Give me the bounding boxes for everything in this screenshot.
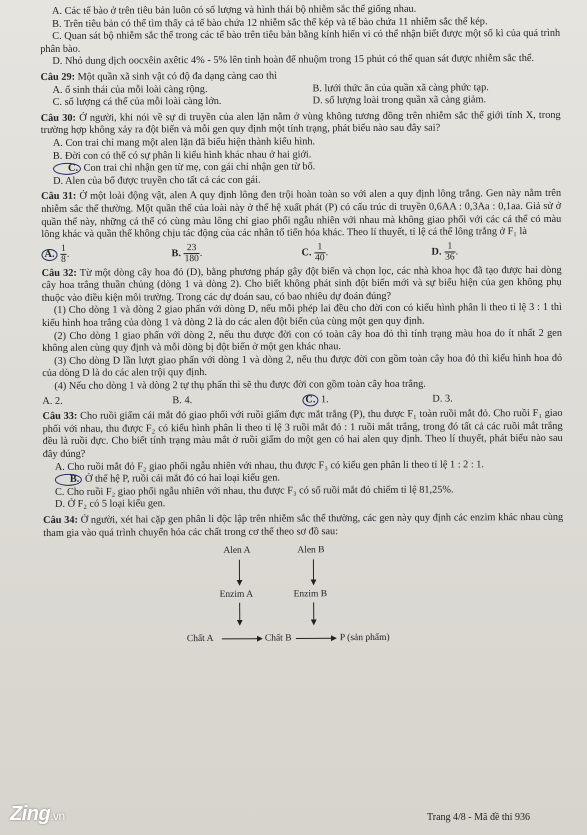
question-32 [42,265,562,306]
q29-option-d: D. số lượng loài trong quần xã càng giảm. [312,94,487,107]
q32-statement-3: (3) Cho dòng D lần lượt giao phấn với dòng 1 và dòng 2, nếu thu được đời con gồm toàn cây hoa đỏ thì kiểu hình hoa đỏ của dòng D là do các alen trội quy định. [42,352,563,380]
diagram-enzim-a: Enzim A [219,589,254,601]
intro-option-c: C. Quan sát bộ nhiễm sắc thể trong các tế bào trên tiêu bản bằng kính hiển vi có thể nhận biết được một số kì của quá trình phân bào. [40,28,561,55]
q32-statement-4: (4) Nếu cho dòng 1 và dòng 2 tự thụ phấn thì sẽ thu được đời con gồm toàn cây hoa trắng. [54,378,426,392]
q30-option-c-text: Con trai chỉ nhận gen từ mẹ, con gái chỉ nhận gen từ bố. [83,161,316,174]
diagram-product: P (sản phẩm) [339,633,390,644]
question-34 [43,512,563,540]
q32-statement-2: (2) Cho dòng 1 giao phấn với dòng 2, nếu thu được đời con có toàn cây hoa đỏ thì tính trạng màu hoa do ít nhất 2 gen không alen cùng quy định và mỗi dòng bị đột biến ở một gen khác nhau. [42,327,563,355]
q33-option-d: D. Ở F₂ có 5 loại kiểu gen. [55,498,166,511]
q30-option-d: D. Alen của bố được truyền cho tất cả các con gái. [53,174,261,187]
q31-option-b-fraction: $\frac{23}{180}$ [184,242,199,264]
q32-option-c-text: 1. [320,393,329,405]
question-29-stem: Một quần xã sinh vật có độ đa dạng càng cao thì [77,70,277,83]
q31-option-b: B. $\frac{23}{180}$ . [171,242,203,264]
q30-option-a: A. Con trai chỉ mang một alen lặn đã biểu hiện thành kiểu hình. [52,136,316,149]
question-33-stem: Cho ruồi giấm cái mắt đỏ giao phối với ruồi giấm đực mắt trắng (P), thu được F₁ toàn ruồi mắt đỏ. Cho ruồi F₁ giao phối với nhau, thu được F₂ có kiểu hình phân li theo tỉ lệ 3 ruồi mắt đỏ : 1 ruồi mắt trắng, trong đó tất cả các ruồi mắt trắng đều là ruồi đực. Cho biết tính trạng màu mắt ở ruồi giấm do một gen có hai alen quy định. Theo lí thuyết, phát biểu nào sau đây đúng? [42,408,563,460]
question-32-options [42,392,562,408]
diagram-enzim-b: Enzim B [293,589,328,600]
q30-option-b: B. Đời con có thể có sự phân li kiểu hình khác nhau ở hai giới. [52,148,312,162]
q29-option-a: A. ổ sinh thái của mỗi loài càng rộng. [52,83,208,96]
question-30-stem: Ở người, khi nói về sự di truyền của alen lặn nằm ở vùng không tương đồng trên nhiễm sắc thể giới tính X, trong trường hợp không xảy ra đột biến và mỗi gen quy định một tính trạng, phát biểu nào sau đây sai? [40,109,561,137]
question-33 [42,408,562,462]
question-30-label: Câu 30: [40,112,76,124]
q30-option-c-circled-letter: C. [53,163,81,175]
q32-statement-1: (1) Cho dòng 1 và dòng 2 giao phấn với dòng D, nếu mỗi phép lai đều cho đời con có kiểu hình phân li theo tỉ lệ 3 : 1 thì kiểu hình hoa trắng của dòng 1 và dòng 2 là do các alen đột biến của cùng một gen quy định. [41,302,562,330]
question-29-label: Câu 29: [40,71,76,83]
intro-option-d: D. Nhỏ dung dịch oocxêin axêtic 4% - 5% lên tinh hoàn để nhuộm trong 15 phút có thể quan sát được nhiễm sắc thể. [52,53,535,68]
question-31-stem: Ở một loài động vật, alen A quy định lông đen trội hoàn toàn so với alen a quy định lông trắng. Gen này nằm trên nhiễm sắc thể thường. Một quần thể của loài này ở thế hệ xuất phát (P) có cấu trúc di truyền 0,6AA : 0,3Aa : 0,1aa. Giả sử ở quần thể này, những cá thể có cùng màu lông chỉ giao phối ngẫu nhiên với nhau mà không giao phối với các cá thể có màu lông khác và quần thể không chịu tác động của các nhân tố tiến hóa khác. Theo lí thuyết, tỉ lệ cá thể lông trắng ở F₁ là [41,188,562,241]
q31-option-a-circled-letter: A. [41,248,57,260]
q33-option-c: C. Cho ruồi F₂ giao phối ngẫu nhiên với nhau, thu được F₃ có số ruồi mắt đỏ chiếm tỉ lệ 81,25%. [54,484,454,498]
diagram-alen-b: Alen B [297,545,325,556]
intro-option-b: B. Trên tiêu bản có thể tìm thấy cả tế bào chứa 12 nhiễm sắc thể kép và tế bào chứa 11 nhiễm sắc thể kép. [52,15,488,30]
q32-option-c [302,393,432,406]
q31-option-d-fraction: $\frac{1}{36}$ [445,241,455,263]
q32-option-b: B. 4. [172,394,193,406]
question-34-label: Câu 34: [43,514,78,526]
q32-option-a: A. 2. [42,395,63,407]
question-29-options-2 [41,94,561,110]
q29-option-c: C. số lượng cá thể của mỗi loài càng lớn. [52,96,222,109]
question-32-label: Câu 32: [41,267,77,279]
q31-option-c: C. $\frac{1}{40}$ . [301,241,329,264]
q32-option-c-circled-letter: C. [302,394,318,406]
question-31-options [41,241,561,265]
page-content [40,3,564,662]
q31-option-a: A. $\frac{1}{8}$ . [41,243,171,265]
page-footer: Trang 4/8 - Mã đề thi 936 [427,812,530,823]
zing-logo: Zing.vn [10,803,65,825]
q29-option-b: B. lưới thức ăn của quần xã càng phức tạp. [312,81,489,94]
diagram-chat-b: Chất B [264,633,292,644]
q31-option-d: D. $\frac{1}{36}$ . [431,241,459,263]
q33-option-b-text: Ở thế hệ P, ruồi cái mắt đỏ có hai loại kiểu gen. [84,472,280,485]
q33-option-a: A. Cho ruồi mắt đỏ F₂ giao phối ngẫu nhiên với nhau, thu được F₃ có kiểu gen phân li theo tỉ lệ 1 : 2 : 1. [54,458,485,473]
diagram-chat-a: Chất A [186,634,214,645]
question-30 [41,110,561,138]
question-32-stem: Từ một dòng cây hoa đỏ (D), bằng phương pháp gây đột biến và chọn lọc, các nhà khoa học đã tạo được hai dòng cây hoa trắng thuần chủng (dòng 1 và dòng 2). Cho biết không phát sinh đột biến mới và sự biểu hiện của gen không phụ thuộc vào điều kiện môi trường. Trong các dự đoán sau, có bao nhiêu dự đoán đúng? [41,264,562,304]
q32-option-d: D. 3. [432,393,453,405]
metabolic-pathway-diagram [43,541,564,662]
question-33-label: Câu 33: [42,410,78,423]
question-31-label: Câu 31: [41,191,77,203]
question-34-stem: Ở người, xét hai cặp gen phân li độc lập trên nhiễm sắc thể thường, các gen này quy định các enzim khác nhau cùng tham gia vào quá trình chuyển hóa các chất trong cơ thể theo sơ đồ sau: [43,511,564,539]
diagram-alen-a: Alen A [223,545,251,557]
q33-option-b-circled-letter: B. [55,474,83,486]
intro-option-a: A. Các tế bào ở trên tiêu bản luôn có số lượng và hình thái bộ nhiễm sắc thể giống nhau. [51,3,417,17]
question-31 [41,188,561,242]
q31-option-c-fraction: $\frac{1}{40}$ [315,241,325,264]
q31-option-a-fraction: $\frac{1}{8}$ [61,243,66,265]
pathway-arrows [43,541,564,662]
